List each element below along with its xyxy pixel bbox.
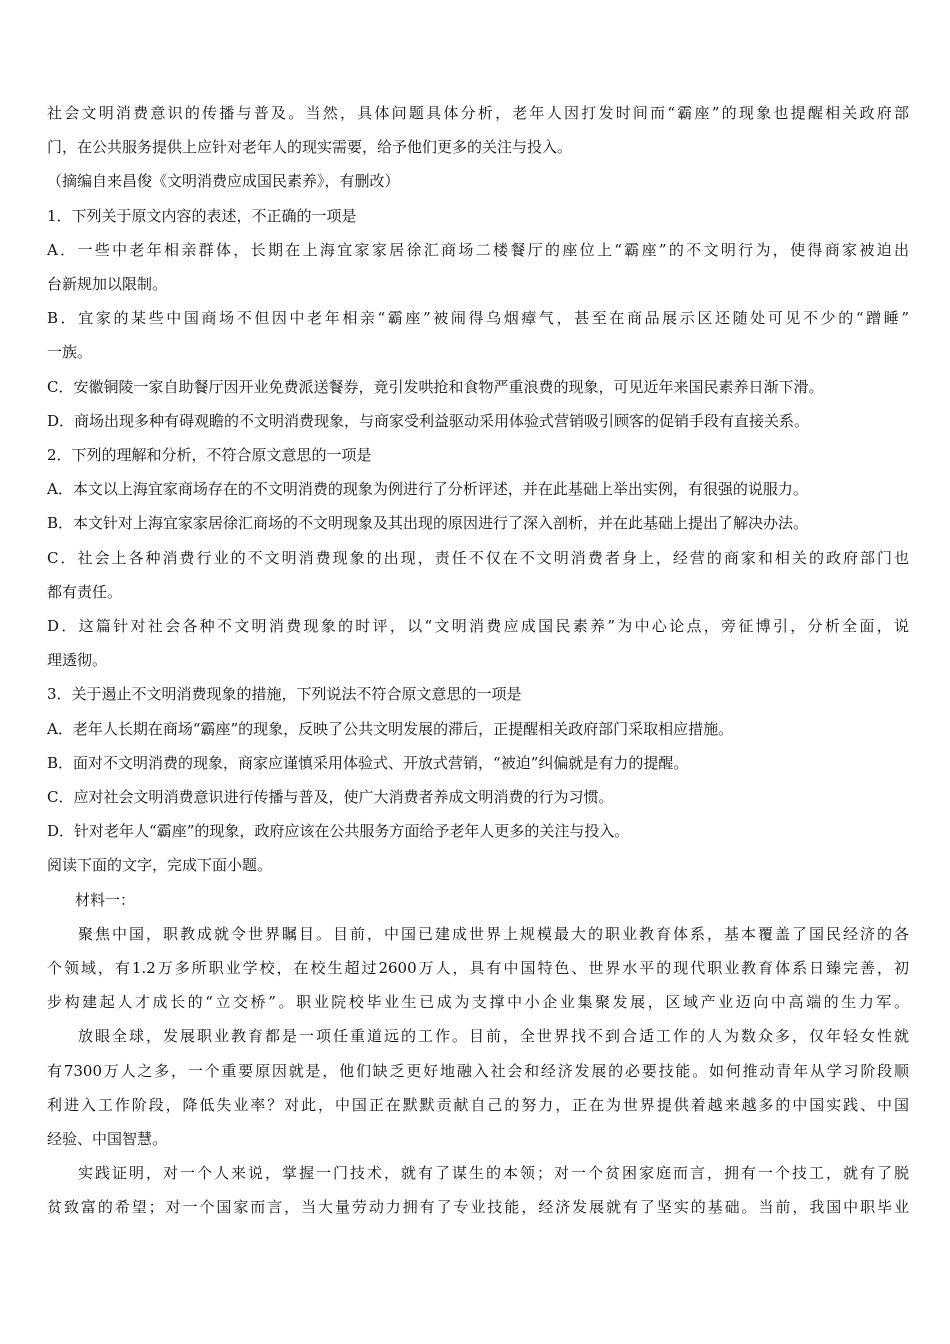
option-line: B．面对不文明消费的现象，商家应谨慎采用体验式、开放式营销，“被迫”纠偏就是有力的提醒。 bbox=[47, 753, 689, 772]
option-line: D．针对老年人“霸座”的现象，政府应该在公共服务方面给予老年人更多的关注与投入。 bbox=[47, 822, 630, 841]
passage-line: 门，在公共服务提供上应针对老年人的现实需要，给予他们更多的关注与投入。 bbox=[47, 138, 573, 157]
option-line: D．这篇针对社会各种不文明消费现象的时评，以“文明消费应成国民素养”为中心论点，旁征博引，分析全面，说 bbox=[47, 616, 909, 635]
exam-page bbox=[47, 96, 909, 1225]
material-line: 步构建起人才成长的“立交桥”。职业院校毕业生已成为支撑中小企业集聚发展，区域产业迈向中高端的生力军。 bbox=[47, 993, 909, 1012]
option-line: 理透彻。 bbox=[47, 651, 108, 670]
reading-instruction: 阅读下面的文字，完成下面小题。 bbox=[47, 856, 273, 875]
question-stem: 1．下列关于原文内容的表述，不正确的一项是 bbox=[47, 206, 357, 225]
option-line: B．本文针对上海宜家家居徐汇商场的不文明现象及其出现的原因进行了深入剖析，并在此基础上提出了解决办法。 bbox=[47, 514, 809, 533]
material-label: 材料一： bbox=[75, 890, 136, 909]
material-line: 放眼全球，发展职业教育都是一项任重道远的工作。目前，全世界找不到合适工作的人为数众多，仅年轻女性就 bbox=[78, 1027, 909, 1046]
option-line: C．应对社会文明消费意识进行传播与普及，使广大消费者养成文明消费的行为习惯。 bbox=[47, 787, 614, 806]
option-line: D．商场出现多种有碍观瞻的不文明消费现象，与商家受利益驱动采用体验式营销吸引顾客的促销手段有直接关系。 bbox=[47, 411, 810, 430]
option-line: 台新规加以限制。 bbox=[47, 274, 168, 293]
question-stem: 3．关于遏止不文明消费现象的措施，下列说法不符合原文意思的一项是 bbox=[47, 685, 522, 704]
material-line: 经验、中国智慧。 bbox=[47, 1129, 168, 1148]
option-line: 都有责任。 bbox=[47, 582, 123, 601]
option-line: B．宜家的某些中国商场不但因中老年相亲“霸座”被闹得乌烟瘴气，甚至在商品展示区还随处可见不少的“蹭睡” bbox=[47, 309, 909, 328]
material-line: 实践证明，对一个人来说，掌握一门技术，就有了谋生的本领；对一个贫困家庭而言，拥有一个技工，就有了脱 bbox=[78, 1164, 909, 1183]
option-line: A．老年人长期在商场“霸座”的现象，反映了公共文明发展的滞后，正提醒相关政府部门采取相应措施。 bbox=[47, 719, 734, 738]
material-line: 聚焦中国，职教成就令世界瞩目。目前，中国已建成世界上规模最大的职业教育体系，基本覆盖了国民经济的各 bbox=[78, 924, 909, 943]
material-line: 贫致富的希望；对一个国家而言，当大量劳动力拥有了专业技能，经济发展就有了坚实的基础。当前，我国中职毕业 bbox=[47, 1198, 909, 1217]
option-line: A．一些中老年相亲群体，长期在上海宜家家居徐汇商场二楼餐厅的座位上“霸座”的不文明行为，使得商家被迫出 bbox=[47, 240, 909, 259]
material-line: 个领域，有1.2万多所职业学校，在校生超过2600万人，具有中国特色、世界水平的现代职业教育体系日臻完善，初 bbox=[47, 958, 909, 977]
source-note: （摘编自来昌俊《文明消费应成国民素养》，有删改） bbox=[47, 172, 400, 191]
option-line: C．社会上各种消费行业的不文明消费现象的出现，责任不仅在不文明消费者身上，经营的商家和相关的政府部门也 bbox=[47, 548, 909, 567]
question-stem: 2．下列的理解和分析，不符合原文意思的一项是 bbox=[47, 445, 372, 464]
option-line: A．本文以上海宜家商场存在的不文明消费的现象为例进行了分析评述，并在此基础上举出实例，有很强的说服力。 bbox=[47, 480, 808, 499]
material-line: 有7300万人之多，一个重要原因就是，他们缺乏更好地融入社会和经济发展的必要技能。如何推动青年从学习阶段顺 bbox=[47, 1061, 909, 1080]
option-line: 一族。 bbox=[47, 343, 93, 362]
passage-line: 社会文明消费意识的传播与普及。当然，具体问题具体分析，老年人因打发时间而“霸座”的现象也提醒相关政府部 bbox=[47, 104, 909, 122]
material-line: 利进入工作阶段，降低失业率？对此，中国正在默默贡献自己的努力，正在为世界提供着越来越多的中国实践、中国 bbox=[47, 1095, 909, 1114]
option-line: C．安徽铜陵一家自助餐厅因开业免费派送餐券，竟引发哄抢和食物严重浪费的现象，可见近年来国民素养日渐下滑。 bbox=[47, 377, 824, 396]
